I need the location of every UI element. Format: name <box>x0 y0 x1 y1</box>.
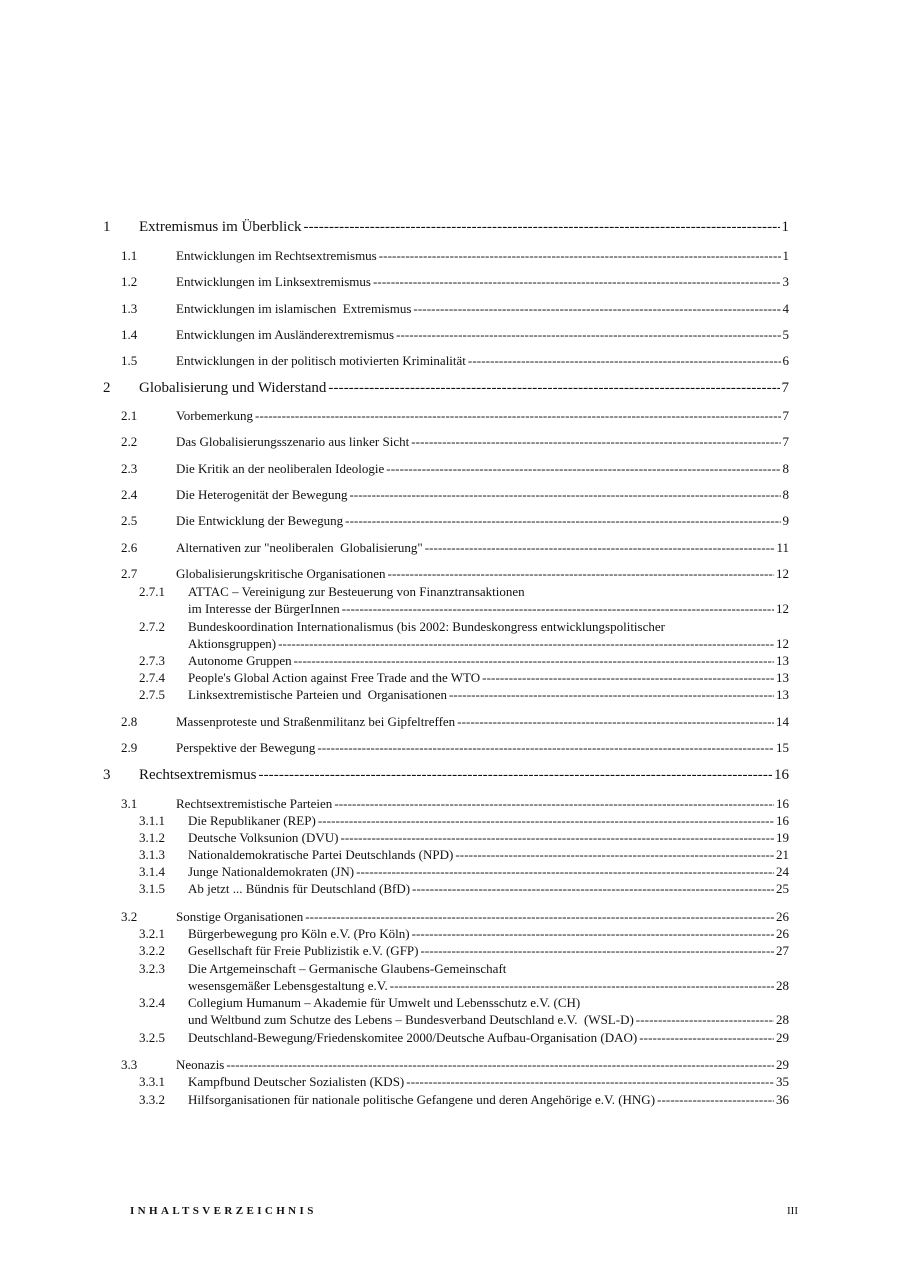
toc-entry-subsection[interactable] <box>139 881 789 897</box>
dot-leader <box>328 380 779 397</box>
toc-title: Extremismus im Überblick <box>139 219 302 235</box>
toc-page: 11 <box>776 540 789 555</box>
toc-title: Rechtsextremismus <box>139 767 257 783</box>
toc-number: 2.7.1 <box>139 584 165 599</box>
toc-page: 24 <box>776 864 789 879</box>
toc-number: 3.1.1 <box>139 813 165 828</box>
toc-entry-subsection-line1[interactable] <box>139 995 789 1011</box>
toc-number: 2.7.5 <box>139 687 165 702</box>
toc-entry-section[interactable] <box>121 353 789 369</box>
toc-title: Sonstige Organisationen <box>176 909 304 924</box>
toc-number: 2.3 <box>121 461 138 476</box>
toc-number: 3.2.2 <box>139 943 165 958</box>
toc-page: 13 <box>776 653 789 668</box>
toc-page: 36 <box>776 1092 789 1107</box>
toc-entry-subsection[interactable] <box>139 864 789 880</box>
toc-number: 1.5 <box>121 353 138 368</box>
toc-entry-subsection[interactable] <box>188 1012 789 1028</box>
toc-entry-subsection[interactable] <box>139 926 789 942</box>
toc-entry-section[interactable] <box>121 248 789 264</box>
toc-page: 12 <box>776 601 789 616</box>
toc-entry-subsection[interactable] <box>188 636 789 652</box>
dot-leader <box>345 513 780 529</box>
toc-number: 3.2.5 <box>139 1030 165 1045</box>
toc-title: Entwicklungen in der politisch motivierten Kriminalität <box>176 353 466 368</box>
toc-number: 2.4 <box>121 487 138 502</box>
toc-page: 16 <box>776 813 789 828</box>
toc-entry-section[interactable] <box>121 513 789 529</box>
toc-page: 8 <box>782 487 789 502</box>
toc-page: 3 <box>782 274 789 289</box>
toc-title: Rechtsextremistische Parteien <box>176 796 333 811</box>
toc-page: 7 <box>782 408 789 423</box>
toc-title: Bürgerbewegung pro Köln e.V. (Pro Köln) <box>188 926 410 941</box>
toc-entry-subsection[interactable] <box>139 1092 789 1108</box>
toc-title: Vorbemerkung <box>176 408 254 423</box>
toc-number: 2.6 <box>121 540 138 555</box>
toc-number: 2.7 <box>121 566 138 581</box>
dot-leader <box>305 909 774 925</box>
dot-leader <box>349 487 780 503</box>
dot-leader <box>425 540 775 556</box>
toc-number: 1.1 <box>121 248 138 263</box>
toc-entry-section[interactable] <box>121 301 789 317</box>
toc-page: 26 <box>776 909 789 924</box>
dot-leader <box>482 670 774 686</box>
dot-leader <box>449 687 774 703</box>
toc-page: 29 <box>776 1030 789 1045</box>
toc-page: 25 <box>776 881 789 896</box>
toc-title: Alternativen zur "neoliberalen Globalisierung" <box>176 540 423 555</box>
toc-number: 1 <box>103 219 111 235</box>
dot-leader <box>388 566 774 582</box>
toc-title: Ab jetzt ... Bündnis für Deutschland (BfD) <box>188 881 411 896</box>
toc-entry-chapter[interactable] <box>103 767 789 784</box>
toc-entry-section[interactable] <box>121 1057 789 1073</box>
toc-page: 29 <box>776 1057 789 1072</box>
toc-page: 15 <box>776 740 789 755</box>
toc-entry-subsection[interactable] <box>139 813 789 829</box>
toc-title-continued: Aktionsgruppen) <box>188 636 277 651</box>
toc-page: 7 <box>782 434 789 449</box>
toc-page: 28 <box>776 1012 789 1027</box>
dot-leader <box>413 301 780 317</box>
toc-entry-subsection[interactable] <box>139 943 789 959</box>
dot-leader <box>420 943 774 959</box>
dot-leader <box>255 408 780 424</box>
dot-leader <box>468 353 781 369</box>
dot-leader <box>396 327 780 343</box>
toc-title: Globalisierung und Widerstand <box>139 380 327 396</box>
toc-page: 1 <box>781 219 789 235</box>
toc-entry-section[interactable] <box>121 408 789 424</box>
toc-title: Massenproteste und Straßenmilitanz bei Gipfeltreffen <box>176 714 456 729</box>
toc-number: 2.7.2 <box>139 619 165 634</box>
dot-leader <box>386 461 780 477</box>
toc-title: Die Heterogenität der Bewegung <box>176 487 348 502</box>
dot-leader <box>342 601 774 617</box>
dot-leader <box>412 926 774 942</box>
toc-entry-subsection[interactable] <box>139 1030 789 1046</box>
toc-page: 13 <box>776 687 789 702</box>
dot-leader <box>303 219 779 236</box>
toc-page: 35 <box>776 1074 789 1089</box>
footer-page-number: III <box>787 1205 798 1217</box>
toc-number: 1.4 <box>121 327 138 342</box>
toc-number: 2.2 <box>121 434 138 449</box>
toc-title: Entwicklungen im Ausländerextremismus <box>176 327 395 342</box>
toc-title: Die Artgemeinschaft – Germanische Glaubens-Gemeinschaft <box>188 961 507 976</box>
toc-entry-subsection-line1[interactable] <box>139 584 789 600</box>
toc-entry-section[interactable] <box>121 714 789 730</box>
toc-entry-section[interactable] <box>121 796 789 812</box>
toc-page: 28 <box>776 978 789 993</box>
toc-number: 1.2 <box>121 274 138 289</box>
toc-page: 9 <box>782 513 789 528</box>
toc-title: Autonome Gruppen <box>188 653 292 668</box>
dot-leader <box>412 881 774 897</box>
dot-leader <box>294 653 774 669</box>
dot-leader <box>379 248 781 264</box>
dot-leader <box>356 864 774 880</box>
toc-title: Kampfbund Deutscher Sozialisten (KDS) <box>188 1074 405 1089</box>
dot-leader <box>317 740 774 756</box>
dot-leader <box>406 1074 774 1090</box>
toc-title-continued: im Interesse der BürgerInnen <box>188 601 340 616</box>
toc-entry-subsection[interactable] <box>139 1074 789 1090</box>
toc-entry-section[interactable] <box>121 274 789 290</box>
toc-title: Perspektive der Bewegung <box>176 740 316 755</box>
toc-title: Junge Nationaldemokraten (JN) <box>188 864 355 879</box>
toc-entry-chapter[interactable] <box>103 380 789 397</box>
toc-number: 1.3 <box>121 301 138 316</box>
toc-number: 3.1 <box>121 796 138 811</box>
dot-leader <box>636 1012 774 1028</box>
toc-title: Die Kritik an der neoliberalen Ideologie <box>176 461 385 476</box>
toc-title: Hilfsorganisationen für nationale politische Gefangene und deren Angehörige e.V. (HNG) <box>188 1092 656 1107</box>
toc-number: 3.2 <box>121 909 138 924</box>
toc-page: 7 <box>781 380 789 396</box>
toc-number: 3.2.1 <box>139 926 165 941</box>
toc-entry-section[interactable] <box>121 540 789 556</box>
toc-page: 14 <box>776 714 789 729</box>
toc-title: Entwicklungen im Rechtsextremismus <box>176 248 377 263</box>
toc-title: Nationaldemokratische Partei Deutschlands (NPD) <box>188 847 454 862</box>
toc-page: 16 <box>774 767 789 783</box>
toc-title: People's Global Action against Free Trade and the WTO <box>188 670 481 685</box>
toc-page: 12 <box>776 566 789 581</box>
dot-leader <box>318 813 774 829</box>
toc-title: Die Republikaner (REP) <box>188 813 316 828</box>
toc-title: Die Entwicklung der Bewegung <box>176 513 344 528</box>
toc-page: 1 <box>782 248 789 263</box>
toc-page: 13 <box>776 670 789 685</box>
dot-leader <box>657 1092 774 1108</box>
toc-entry-subsection[interactable] <box>188 601 789 617</box>
toc-number: 3.1.3 <box>139 847 165 862</box>
toc-page: 4 <box>782 301 789 316</box>
footer-section-label: INHALTSVERZEICHNIS <box>130 1205 317 1217</box>
toc-number: 3.1.5 <box>139 881 165 896</box>
toc-title: Bundeskoordination Internationalismus (bis 2002: Bundeskongress entwicklungspolitischer <box>188 619 665 634</box>
toc-number: 3.1.2 <box>139 830 165 845</box>
toc-page: 16 <box>776 796 789 811</box>
dot-leader <box>455 847 774 863</box>
dot-leader <box>258 767 772 784</box>
dot-leader <box>411 434 780 450</box>
dot-leader <box>226 1057 774 1073</box>
dot-leader <box>278 636 774 652</box>
toc-entry-subsection[interactable] <box>188 978 789 994</box>
toc-entry-subsection[interactable] <box>139 687 789 703</box>
toc-number: 3.3 <box>121 1057 138 1072</box>
toc-entry-subsection-line1[interactable] <box>139 619 789 635</box>
toc-entry-section[interactable] <box>121 909 789 925</box>
toc-entry-subsection[interactable] <box>139 653 789 669</box>
toc-entry-subsection-line1[interactable] <box>139 961 789 977</box>
toc-entry-chapter[interactable] <box>103 219 789 236</box>
toc-page: 21 <box>776 847 789 862</box>
toc-page: 26 <box>776 926 789 941</box>
dot-leader <box>639 1030 774 1046</box>
toc-entry-section[interactable] <box>121 327 789 343</box>
dot-leader <box>390 978 774 994</box>
toc-number: 3.1.4 <box>139 864 165 879</box>
toc-title: Gesellschaft für Freie Publizistik e.V. (GFP) <box>188 943 419 958</box>
toc-title: Deutschland-Bewegung/Friedenskomitee 2000/Deutsche Aufbau-Organisation (DAO) <box>188 1030 638 1045</box>
toc-entry-subsection[interactable] <box>139 670 789 686</box>
toc-title: Entwicklungen im Linksextremismus <box>176 274 371 289</box>
toc-number: 3.3.2 <box>139 1092 165 1107</box>
toc-page: 6 <box>782 353 789 368</box>
toc-title: Linksextremistische Parteien und Organisationen <box>188 687 447 702</box>
toc-title: Das Globalisierungsszenario aus linker Sicht <box>176 434 410 449</box>
toc-title: Neonazis <box>176 1057 225 1072</box>
toc-page: 12 <box>776 636 789 651</box>
dot-leader <box>457 714 774 730</box>
toc-page: 8 <box>782 461 789 476</box>
toc-number: 3.2.4 <box>139 995 165 1010</box>
toc-number: 3.2.3 <box>139 961 165 976</box>
toc-title: Entwicklungen im islamischen Extremismus <box>176 301 412 316</box>
dot-leader <box>340 830 774 846</box>
toc-number: 2.9 <box>121 740 138 755</box>
toc-entry-subsection[interactable] <box>139 847 789 863</box>
toc-number: 2.7.3 <box>139 653 165 668</box>
toc-entry-section[interactable] <box>121 461 789 477</box>
dot-leader <box>373 274 781 290</box>
toc-page: 27 <box>776 943 789 958</box>
toc-entry-subsection[interactable] <box>139 830 789 846</box>
toc-entry-section[interactable] <box>121 566 789 582</box>
toc-page: 19 <box>776 830 789 845</box>
toc-number: 2.5 <box>121 513 138 528</box>
toc-title: ATTAC – Vereinigung zur Besteuerung von Finanztransaktionen <box>188 584 525 599</box>
toc-number: 3 <box>103 767 111 783</box>
dot-leader <box>334 796 774 812</box>
toc-entry-section[interactable] <box>121 740 789 756</box>
toc-number: 2.8 <box>121 714 138 729</box>
toc-title-continued: und Weltbund zum Schutze des Lebens – Bundesverband Deutschland e.V. (WSL-D) <box>188 1012 634 1027</box>
toc-title: Collegium Humanum – Akademie für Umwelt und Lebensschutz e.V. (CH) <box>188 995 581 1010</box>
toc-title: Globalisierungskritische Organisationen <box>176 566 386 581</box>
toc-number: 3.3.1 <box>139 1074 165 1089</box>
toc-number: 2.7.4 <box>139 670 165 685</box>
toc-page: 5 <box>782 327 789 342</box>
toc-entry-section[interactable] <box>121 487 789 503</box>
toc-title-continued: wesensgemäßer Lebensgestaltung e.V. <box>188 978 388 993</box>
toc-number: 2 <box>103 380 111 396</box>
toc-entry-section[interactable] <box>121 434 789 450</box>
toc-title: Deutsche Volksunion (DVU) <box>188 830 339 845</box>
toc-number: 2.1 <box>121 408 138 423</box>
